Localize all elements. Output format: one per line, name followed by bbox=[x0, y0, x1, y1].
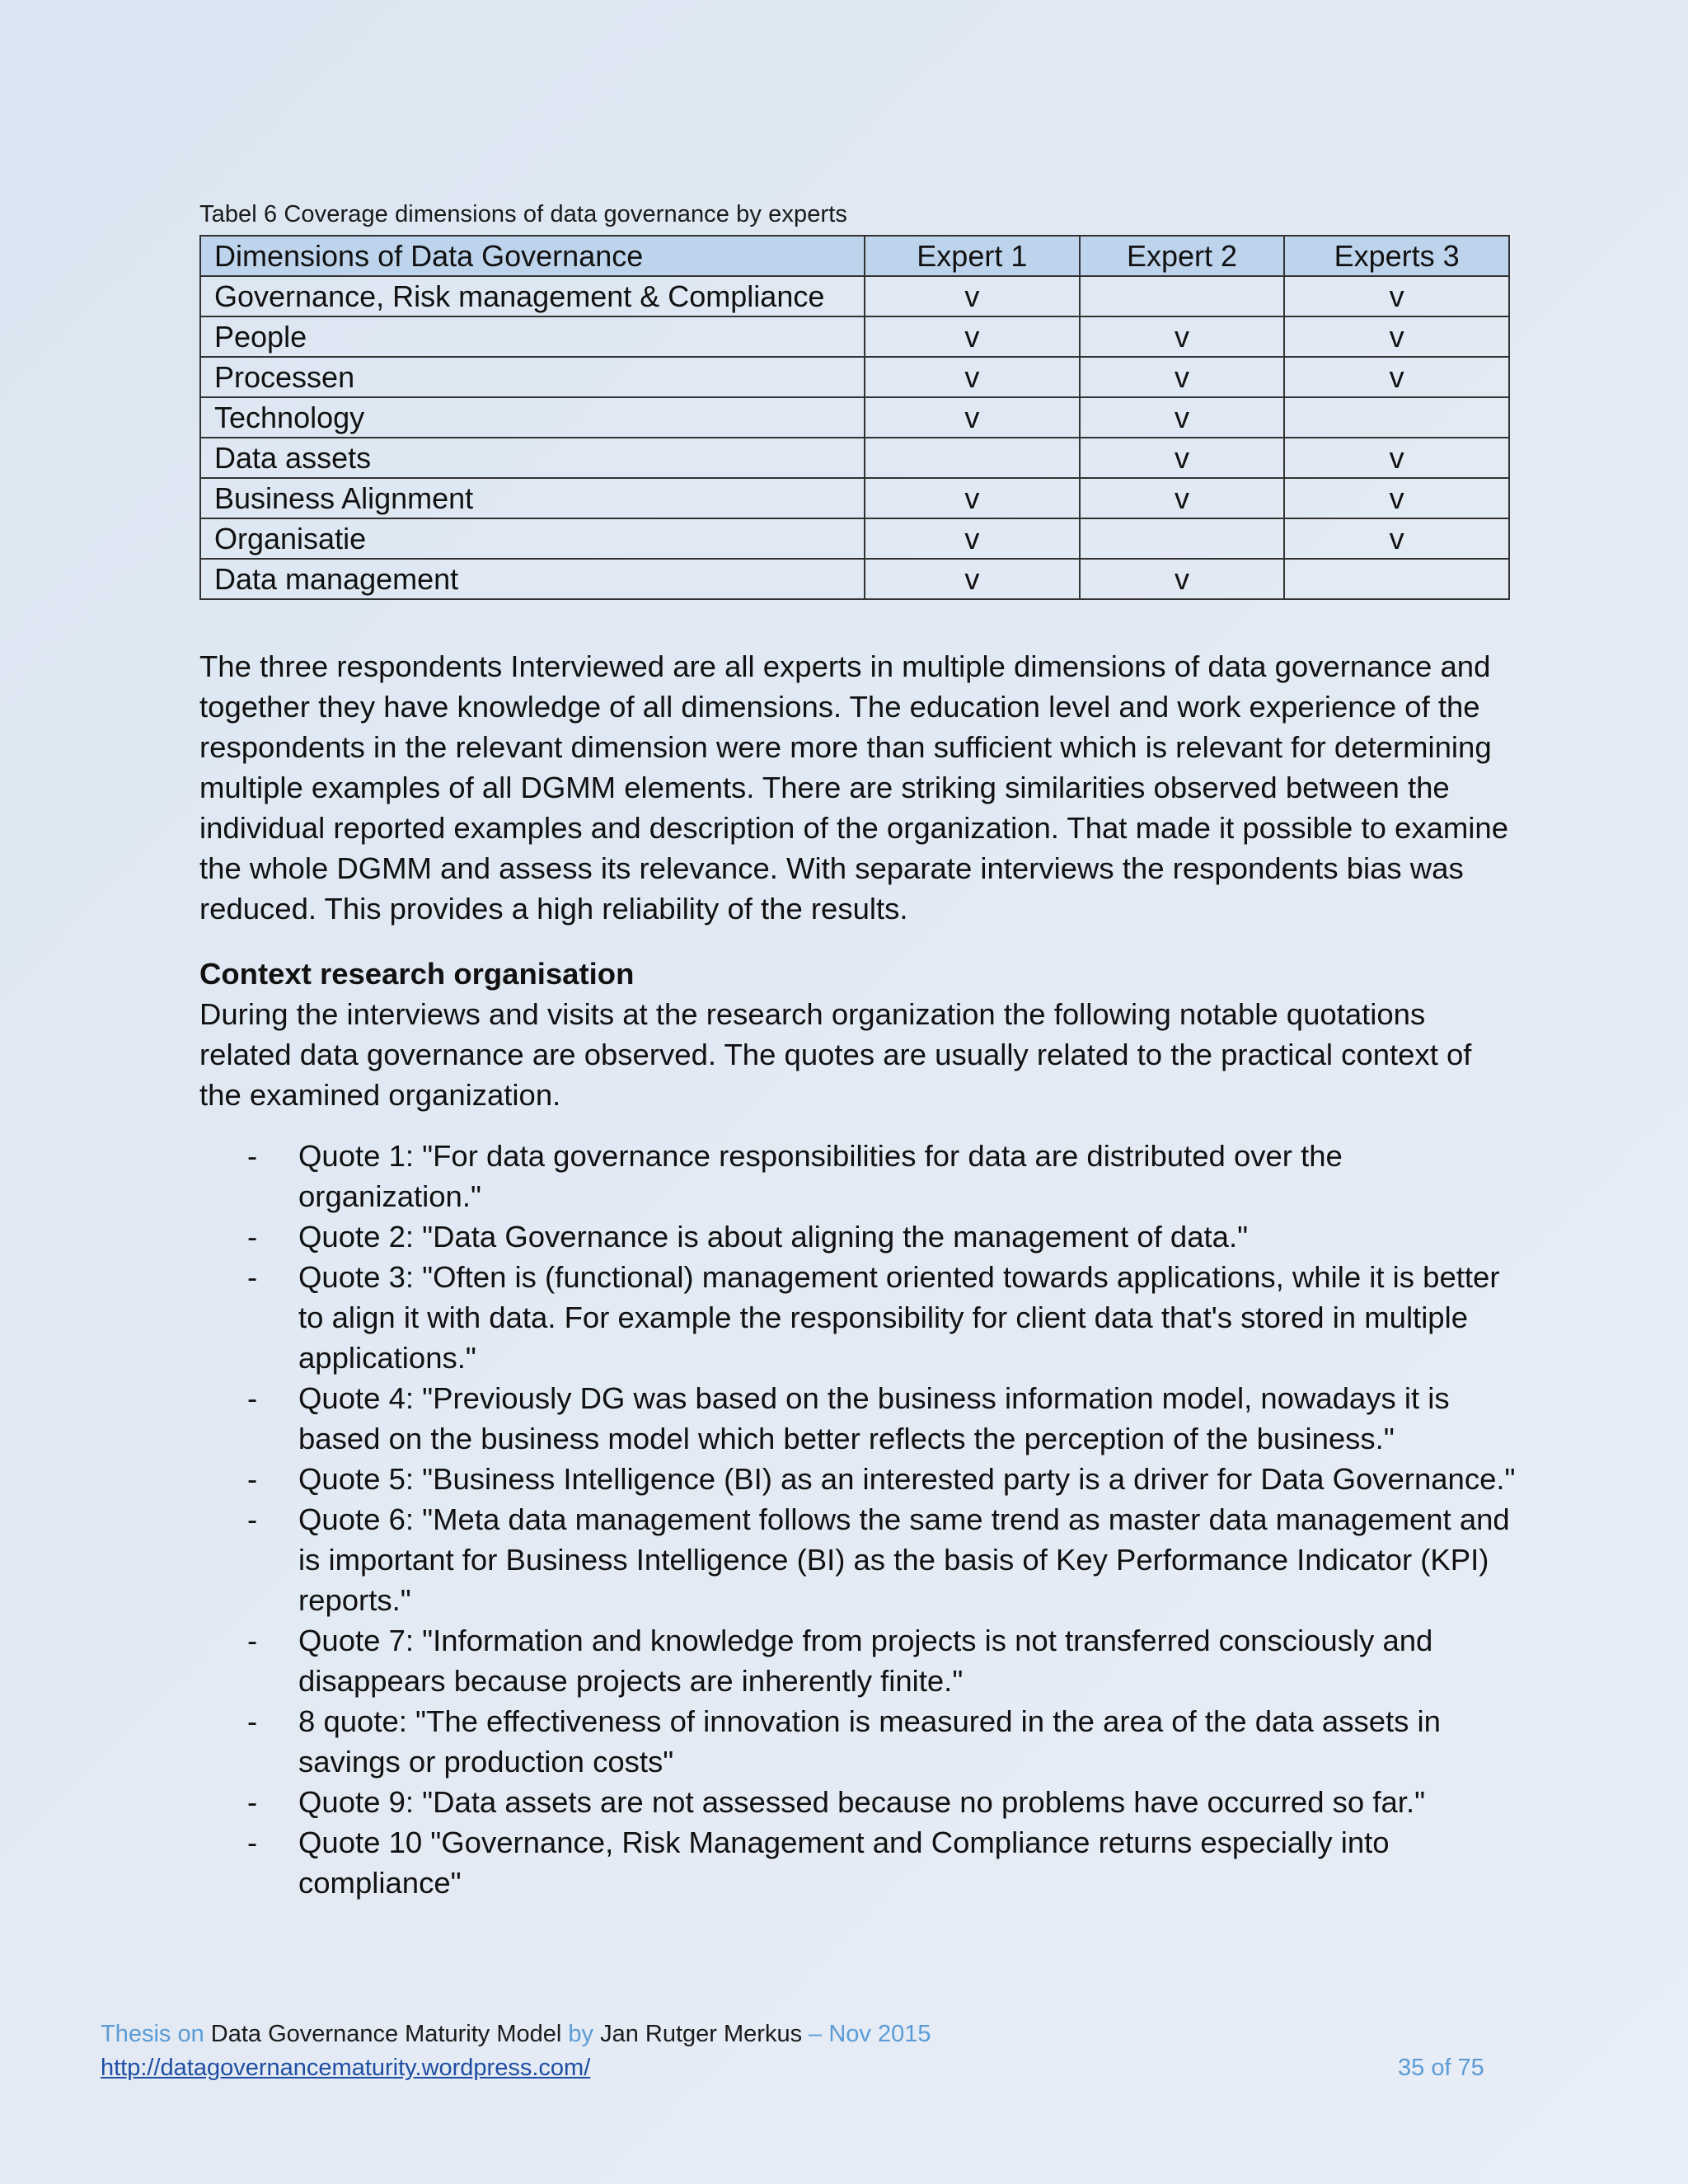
table-header-row bbox=[200, 236, 1509, 276]
table-row bbox=[200, 438, 1509, 478]
footer-title: Data Governance Maturity Model bbox=[210, 2021, 562, 2047]
row-dimension: Processen bbox=[200, 357, 865, 397]
table-row bbox=[200, 518, 1509, 559]
quote-text: Quote 9: "Data assets are not assessed because no problems have occurred so far." bbox=[298, 1785, 1426, 1819]
cell-expert-1 bbox=[865, 438, 1080, 478]
cell-expert-1: v bbox=[865, 316, 1080, 357]
list-item bbox=[199, 1459, 1518, 1499]
cell-expert-3: v bbox=[1284, 276, 1509, 316]
header-expert-2: Expert 2 bbox=[1080, 236, 1285, 276]
bullet-dash: - bbox=[247, 1462, 258, 1496]
cell-expert-2: v bbox=[1080, 478, 1285, 518]
bullet-dash: - bbox=[247, 1139, 258, 1173]
quote-text: Quote 10 "Governance, Risk Management and Compliance returns especially into compliance" bbox=[298, 1825, 1390, 1900]
page-number: 35 of 75 bbox=[1398, 2055, 1484, 2081]
bullet-dash: - bbox=[247, 1381, 258, 1415]
header-expert-3: Experts 3 bbox=[1284, 236, 1509, 276]
list-item bbox=[199, 1216, 1518, 1257]
table-row bbox=[200, 316, 1509, 357]
footer-thesis-on: Thesis on bbox=[101, 2021, 204, 2047]
coverage-table bbox=[199, 235, 1510, 600]
cell-expert-1: v bbox=[865, 357, 1080, 397]
table-row bbox=[200, 559, 1509, 599]
list-item bbox=[199, 1701, 1518, 1782]
quote-text: Quote 7: "Information and knowledge from projects is not transferred consciously and disappears because projects are inherently finite." bbox=[298, 1624, 1433, 1698]
footer-by: by bbox=[568, 2021, 594, 2047]
footer-date: – Nov 2015 bbox=[809, 2021, 931, 2047]
list-item bbox=[199, 1499, 1518, 1620]
bullet-dash: - bbox=[247, 1785, 258, 1819]
table-row bbox=[200, 276, 1509, 316]
quotes-list bbox=[199, 1136, 1518, 1903]
cell-expert-1: v bbox=[865, 397, 1080, 438]
quote-text: Quote 2: "Data Governance is about aligning the management of data." bbox=[298, 1220, 1249, 1254]
cell-expert-3: v bbox=[1284, 518, 1509, 559]
cell-expert-3: v bbox=[1284, 438, 1509, 478]
list-item bbox=[199, 1257, 1518, 1378]
cell-expert-2: v bbox=[1080, 316, 1285, 357]
cell-expert-2: v bbox=[1080, 559, 1285, 599]
cell-expert-2 bbox=[1080, 276, 1285, 316]
cell-expert-2 bbox=[1080, 518, 1285, 559]
footer-author: Jan Rutger Merkus bbox=[600, 2021, 803, 2047]
bullet-dash: - bbox=[247, 1502, 258, 1536]
cell-expert-1: v bbox=[865, 518, 1080, 559]
table-row bbox=[200, 478, 1509, 518]
results-paragraph: The three respondents Interviewed are all experts in multiple dimensions of data governance and together they have knowledge of all dimensions. The education level and work experience of the respondents in the relevant dimension were more than sufficient which is relevant for determining multiple examples of all DGMM elements. There are striking similarities observed between the individual reported examples and description of the organization. That made it possible to examine the whole DGMM and assess its relevance. With separate interviews the respondents bias was reduced. This provides a high reliability of the results. bbox=[199, 649, 1509, 926]
quote-text: Quote 1: "For data governance responsibilities for data are distributed over the organization." bbox=[298, 1139, 1343, 1213]
cell-expert-3: v bbox=[1284, 478, 1509, 518]
row-dimension: People bbox=[200, 316, 865, 357]
list-item bbox=[199, 1136, 1518, 1216]
table-row bbox=[200, 357, 1509, 397]
cell-expert-3 bbox=[1284, 397, 1509, 438]
bullet-dash: - bbox=[247, 1624, 258, 1657]
table-caption: Tabel 6 Coverage dimensions of data governance by experts bbox=[199, 201, 847, 227]
cell-expert-3 bbox=[1284, 559, 1509, 599]
cell-expert-1: v bbox=[865, 478, 1080, 518]
cell-expert-2: v bbox=[1080, 397, 1285, 438]
cell-expert-1: v bbox=[865, 276, 1080, 316]
intro-paragraph: During the interviews and visits at the research organization the following notable quotations related data governance are observed. The quotes are usually related to the practical context of the examined organization. bbox=[199, 997, 1472, 1112]
bullet-dash: - bbox=[247, 1704, 258, 1738]
row-dimension: Data assets bbox=[200, 438, 865, 478]
bullet-dash: - bbox=[247, 1825, 258, 1859]
cell-expert-2: v bbox=[1080, 357, 1285, 397]
header-expert-1: Expert 1 bbox=[865, 236, 1080, 276]
section-heading: Context research organisation bbox=[199, 957, 635, 991]
list-item bbox=[199, 1620, 1518, 1701]
bullet-dash: - bbox=[247, 1220, 258, 1254]
quote-text: Quote 3: "Often is (functional) management oriented towards applications, while it is better to align it with data. For example the responsibility for client data that's stored in multiple applications." bbox=[298, 1260, 1500, 1375]
cell-expert-3: v bbox=[1284, 316, 1509, 357]
cell-expert-1: v bbox=[865, 559, 1080, 599]
row-dimension: Organisatie bbox=[200, 518, 865, 559]
row-dimension: Business Alignment bbox=[200, 478, 865, 518]
row-dimension: Data management bbox=[200, 559, 865, 599]
quote-text: Quote 6: "Meta data management follows the same trend as master data management and is important for Business Intelligence (BI) as the basis of Key Performance Indicator (KPI) reports." bbox=[298, 1502, 1510, 1617]
header-dimension: Dimensions of Data Governance bbox=[200, 236, 865, 276]
table-row bbox=[200, 397, 1509, 438]
list-item bbox=[199, 1822, 1518, 1903]
row-dimension: Governance, Risk management & Compliance bbox=[200, 276, 865, 316]
quote-text: Quote 5: "Business Intelligence (BI) as an interested party is a driver for Data Governance." bbox=[298, 1462, 1516, 1496]
row-dimension: Technology bbox=[200, 397, 865, 438]
cell-expert-2: v bbox=[1080, 438, 1285, 478]
quote-text: Quote 4: "Previously DG was based on the business information model, nowadays it is based on the business model which better reflects the perception of the business." bbox=[298, 1381, 1450, 1455]
quote-text: 8 quote: "The effectiveness of innovation is measured in the area of the data assets in savings or production costs" bbox=[298, 1704, 1441, 1779]
footer-url-link[interactable]: http://datagovernancematurity.wordpress.com/ bbox=[101, 2055, 591, 2081]
cell-expert-3: v bbox=[1284, 357, 1509, 397]
footer-credits bbox=[101, 2019, 931, 2049]
list-item bbox=[199, 1782, 1518, 1822]
bullet-dash: - bbox=[247, 1260, 258, 1294]
list-item bbox=[199, 1378, 1518, 1459]
